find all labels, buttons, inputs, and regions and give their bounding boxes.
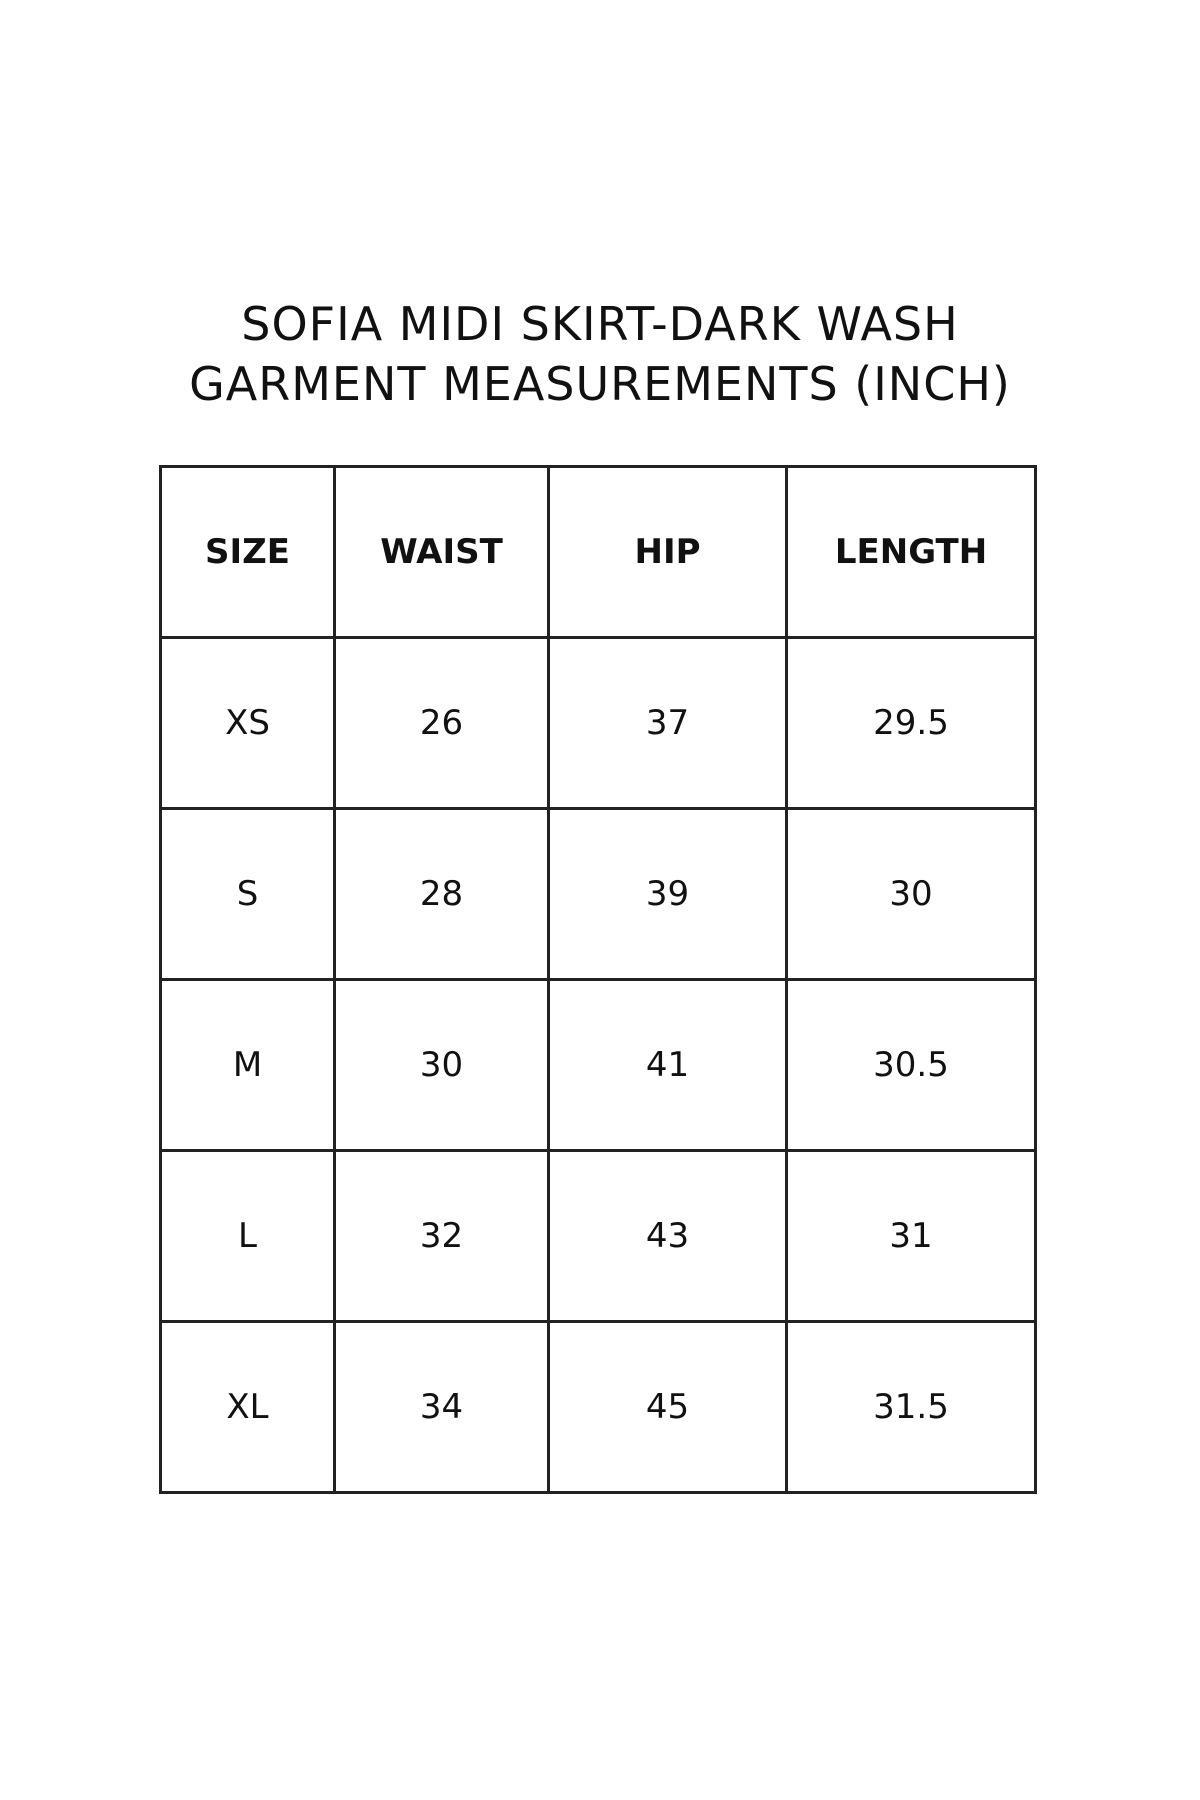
cell-waist: 32 bbox=[335, 1151, 549, 1322]
cell-hip: 37 bbox=[549, 638, 787, 809]
cell-length: 30.5 bbox=[787, 980, 1036, 1151]
cell-waist: 28 bbox=[335, 809, 549, 980]
cell-hip: 43 bbox=[549, 1151, 787, 1322]
table-row bbox=[161, 980, 1036, 1151]
cell-hip: 41 bbox=[549, 980, 787, 1151]
cell-hip: 39 bbox=[549, 809, 787, 980]
table-row bbox=[161, 1322, 1036, 1493]
chart-title-line-2: GARMENT MEASUREMENTS (INCH) bbox=[189, 357, 1011, 411]
header-length: LENGTH bbox=[787, 467, 1036, 638]
cell-waist: 30 bbox=[335, 980, 549, 1151]
cell-size: L bbox=[161, 1151, 335, 1322]
table-row bbox=[161, 1151, 1036, 1322]
cell-size: XL bbox=[161, 1322, 335, 1493]
table-row bbox=[161, 809, 1036, 980]
header-hip: HIP bbox=[549, 467, 787, 638]
cell-length: 30 bbox=[787, 809, 1036, 980]
cell-length: 31 bbox=[787, 1151, 1036, 1322]
cell-hip: 45 bbox=[549, 1322, 787, 1493]
header-waist: WAIST bbox=[335, 467, 549, 638]
size-chart-table bbox=[159, 465, 1037, 1494]
cell-length: 31.5 bbox=[787, 1322, 1036, 1493]
header-size: SIZE bbox=[161, 467, 335, 638]
header-row bbox=[161, 467, 1036, 638]
cell-size: XS bbox=[161, 638, 335, 809]
cell-waist: 34 bbox=[335, 1322, 549, 1493]
chart-title-line-1: SOFIA MIDI SKIRT-DARK WASH bbox=[241, 297, 959, 351]
cell-size: S bbox=[161, 809, 335, 980]
cell-waist: 26 bbox=[335, 638, 549, 809]
table-row bbox=[161, 638, 1036, 809]
cell-length: 29.5 bbox=[787, 638, 1036, 809]
cell-size: M bbox=[161, 980, 335, 1151]
